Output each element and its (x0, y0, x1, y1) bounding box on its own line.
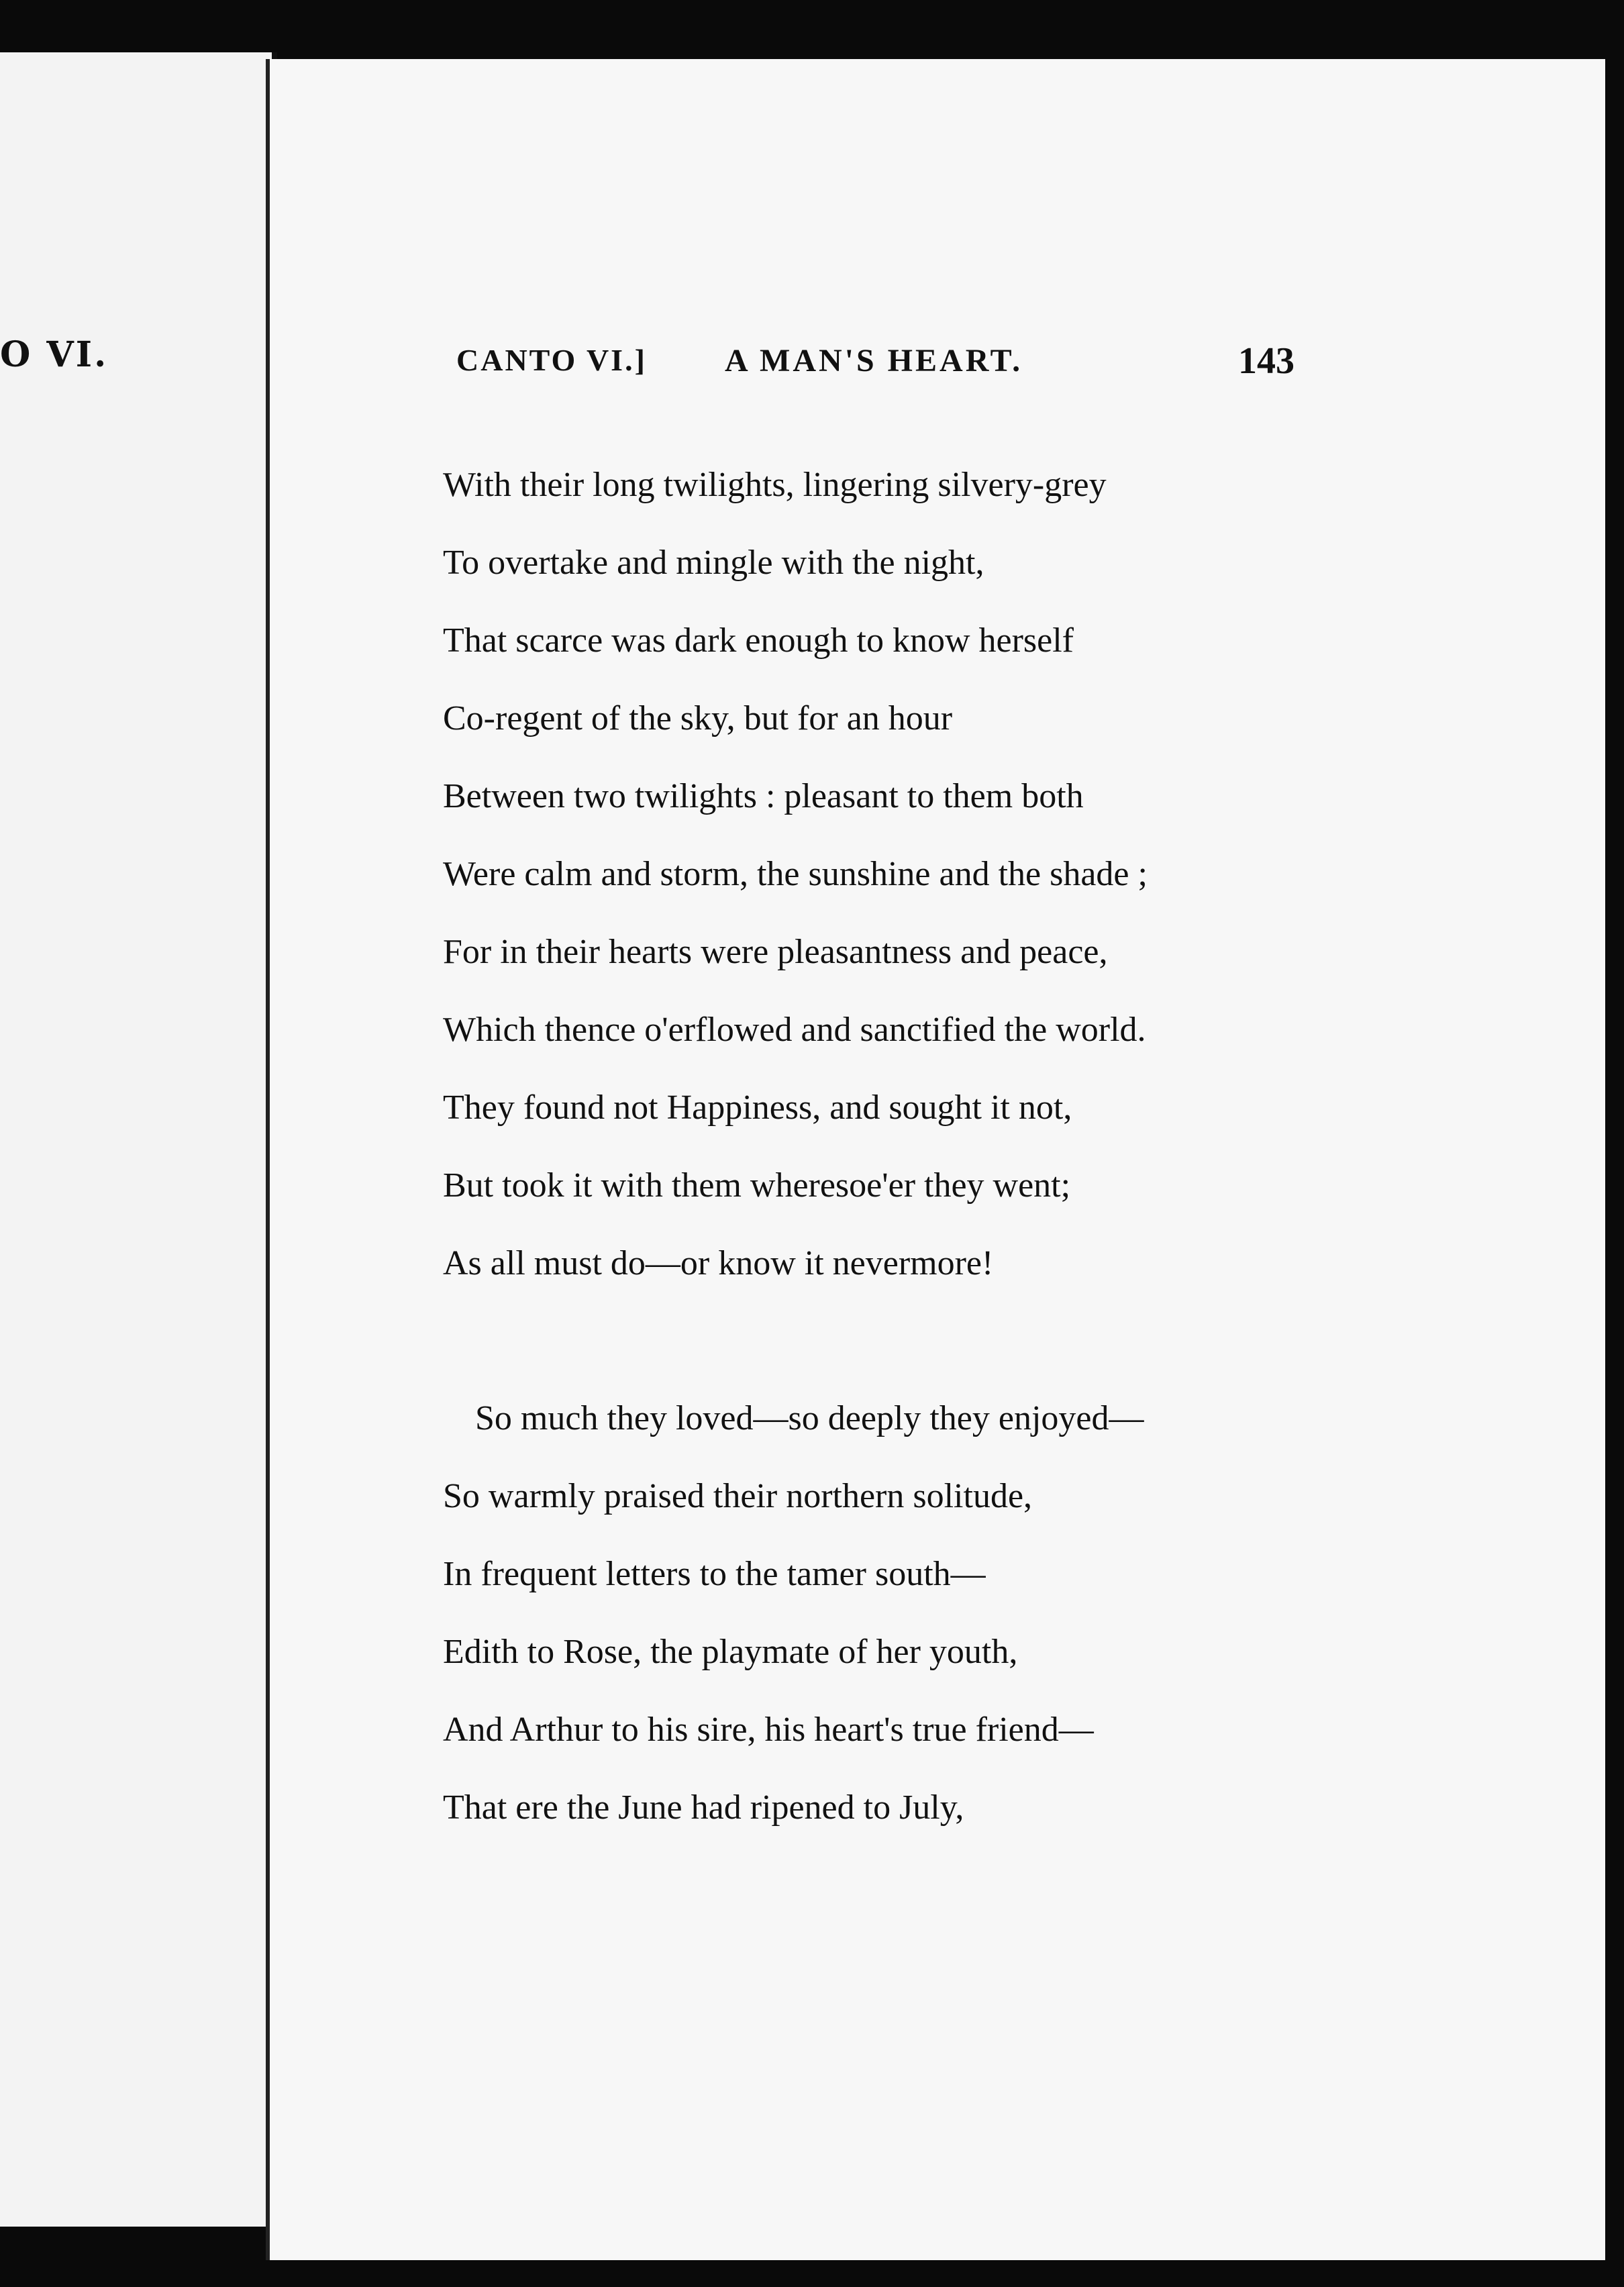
poem-line: Were calm and storm, the sunshine and the shade ; (443, 855, 1148, 893)
poem-line: And Arthur to his sire, his heart's true friend— (443, 1711, 1094, 1749)
stanza-gap (443, 1303, 1315, 1380)
poem-line: To overtake and mingle with the night, (443, 544, 984, 582)
poem-line: So much they loved—so deeply they enjoyed— (475, 1399, 1144, 1437)
poem-line: That ere the June had ripened to July, (443, 1788, 964, 1827)
running-title: A MAN'S HEART. (725, 343, 1023, 378)
poem-line: Between two twilights : pleasant to them both (443, 777, 1084, 815)
left-running-head: O VI. (0, 334, 109, 375)
poem-line: Edith to Rose, the playmate of her youth, (443, 1633, 1018, 1671)
left-page (0, 52, 277, 2227)
poem-line: In frequent letters to the tamer south— (443, 1555, 986, 1593)
poem-line: So warmly praised their northern solitude, (443, 1477, 1033, 1515)
poem-line: Which thence o'erflowed and sanctified the world. (443, 1011, 1146, 1049)
poem-line: But took it with them wheresoe'er they went; (443, 1166, 1071, 1205)
poem-line: As all must do—or know it nevermore! (443, 1244, 994, 1282)
poem-line: That scarce was dark enough to know herself (443, 621, 1074, 660)
stanza-1 (443, 446, 1315, 1303)
poem-line: With their long twilights, lingering silvery-grey (443, 466, 1107, 504)
canto-label: CANTO VI.] (456, 343, 647, 377)
poem-line: They found not Happiness, and sought it not, (443, 1088, 1072, 1127)
poem-text (443, 446, 1315, 1847)
poem-line: For in their hearts were pleasantness and peace, (443, 933, 1108, 971)
stanza-2 (443, 1380, 1315, 1847)
page-number: 143 (1238, 340, 1295, 382)
page-header (456, 342, 1302, 396)
poem-line: Co-regent of the sky, but for an hour (443, 699, 953, 738)
